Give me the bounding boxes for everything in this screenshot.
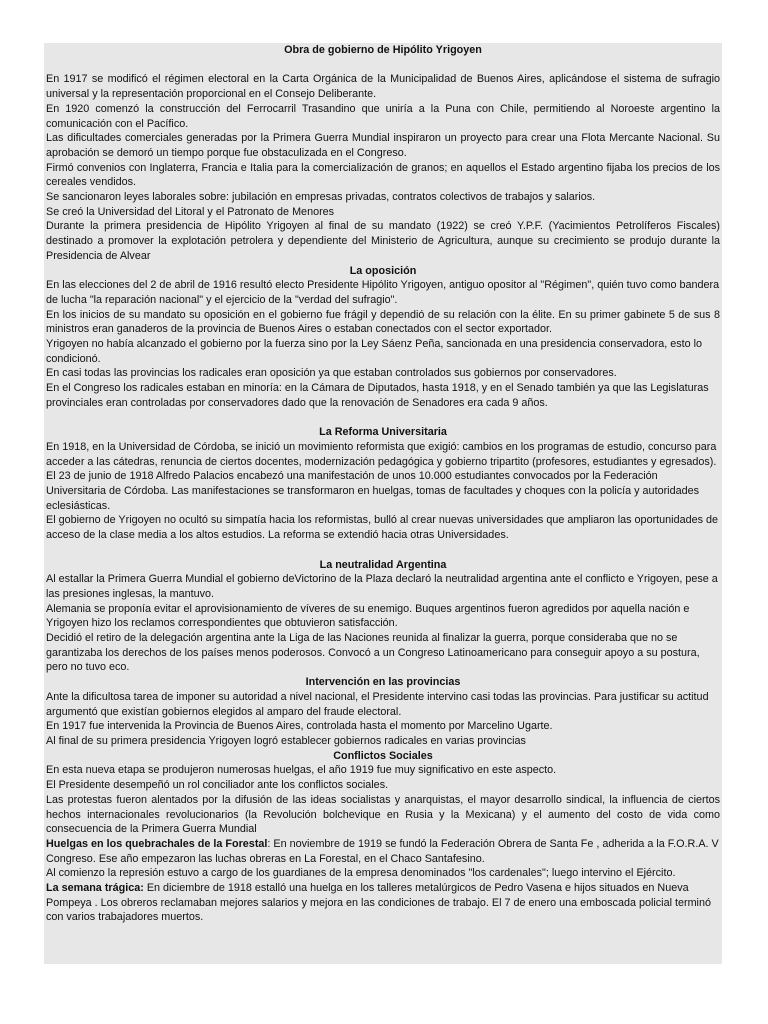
document-page [44, 43, 722, 964]
paragraph: En 1920 comenzó la construcción del Ferrocarril Trasandino que uniría a la Puna con Chile, permitiendo al Noroeste argentino la comunicación con el Pacífico. [46, 102, 720, 130]
paragraph: Al estallar la Primera Guerra Mundial el gobierno deVictorino de la Plaza declaró la neutralidad argentina ante el conflicto e Yrigoyen, pese a las presiones inglesas, la mantuvo. [46, 573, 718, 600]
paragraph: Decidió el retiro de la delegación argentina ante la Liga de las Naciones reunida al finalizar la guerra, porque consideraba que no se garantizaba los derechos de los países menos poderosos. Convocó a un Congreso Latinoamericano para conseguir apoyo a su postura, pero no tuvo eco. [46, 632, 700, 674]
paragraph: En 1918, en la Universidad de Córdoba, se inició un movimiento reformista que exigió: cambios en los programas de estudio, concurso para acceder a las cátedras, renuncia de ciertos docentes, modernización pedagógica y gobierno tripartito (profesores, estudiantes y egresados). [46, 440, 717, 468]
document-title: Obra de gobierno de Hipólito Yrigoyen [284, 44, 482, 56]
paragraph: Al comienzo la represión estuvo a cargo de los guardianes de la empresa denominados "los cardenales"; luego intervino el Ejército. [46, 867, 676, 880]
semana-label: La semana trágica: [46, 882, 144, 895]
paragraph: El gobierno de Yrigoyen no ocultó su simpatía hacia los reformistas, bulló al crear nuevas universidades que ampliaron las oportunidades de acceso de la clase media a los altos estudios. La reforma se extendió hacia otras Universidades. [46, 514, 719, 542]
paragraph: En 1917 se modificó el régimen electoral en la Carta Orgánica de la Municipalidad de Buenos Aires, aplicándose el sistema de sufragio universal y la representación proporcional en el Consejo Deliberante. [46, 73, 720, 101]
paragraph: En el Congreso los radicales estaban en minoría: en la Cámara de Diputados, hasta 1918, y en el Senado también ya que las Legislaturas provinciales eran controladas por conservadores dado que la renovación de Senadores era cada 9 años. [46, 382, 709, 409]
paragraph: En esta nueva etapa se produjeron numerosas huelgas, el año 1919 fue muy significativo en este aspecto. [46, 764, 557, 777]
paragraph: Se creó la Universidad del Litoral y el Patronato de Menores [46, 205, 335, 218]
paragraph: En casi todas las provincias los radicales eran oposición ya que estaban controlados sus gobiernos por conservadores. [46, 367, 617, 380]
paragraph: Yrigoyen no había alcanzado el gobierno por la fuerza sino por la Ley Sáenz Peña, sancionada en una presidencia conservadora, esto lo condicionó. [46, 338, 703, 365]
paragraph: Se sancionaron leyes laborales sobre: jubilación en empresas privadas, contratos colectivos de trabajos y salarios. [46, 191, 596, 204]
paragraph: Firmó convenios con Inglaterra, Francia e Italia para la comercialización de granos; en aquellos el Estado argentino fijaba los precios de los cereales vendidos. [46, 161, 720, 189]
spacer [46, 543, 720, 558]
section-heading-neutralidad: La neutralidad Argentina [319, 558, 447, 571]
forestal-label: Huelgas en los quebrachales de la Forestal [46, 837, 268, 850]
section-heading-reforma: La Reforma Universitaria [319, 426, 447, 439]
paragraph: Ante la dificultosa tarea de imponer su autoridad a nivel nacional, el Presidente intervino casi todas las provincias. Para justificar su actitud argumentó que existían gobiernos elegidos al amparo del fraude electoral. [46, 690, 709, 718]
paragraph: En las elecciones del 2 de abril de 1916 resultó electo Presidente Hipólito Yrigoyen, antiguo opositor al "Régimen", quién tuvo como bandera de lucha "la reparación nacional" y el ejercicio de la "verdad del sufragio". [46, 279, 720, 306]
section-heading-intervencion: Intervención en las provincias [305, 676, 461, 689]
paragraph: Las protestas fueron alentados por la difusión de las ideas socialistas y anarquistas, el mayor desarrollo sindical, la influencia de ciertos hechos internacionales revolucionarios (la Revolución bolchevique en Rusia y la Mexicana) y el aumento del costo de vida como consecuencia de la Primera Guerra Mundial [46, 793, 720, 836]
paragraph: Al final de su primera presidencia Yrigoyen logró establecer gobiernos radicales en varias provincias [46, 735, 526, 747]
paragraph: En los inicios de su mandato su oposición en el gobierno fue frágil y dependió de su relación con la élite. En su primer gabinete 5 de sus 8 ministros eran ganaderos de la provincia de Buenos Aires o estaban conectados con el sector exportador. [46, 308, 720, 336]
paragraph: Las dificultades comerciales generadas por la Primera Guerra Mundial inspiraron un proyecto para crear una Flota Mercante Nacional. Su aprobación se demoró un tiempo porque fue obstaculizada en el Congreso. [46, 132, 720, 159]
paragraph-semana-tragica [46, 881, 720, 925]
paragraph: El 23 de junio de 1918 Alfredo Palacios encabezó una manifestación de unos 10.000 estudiantes convocados por la Federación Universitaria de Córdoba. Las manifestaciones se transformaron en huelgas, tomas de facultades y choques con la policía y autoridades eclesiásticas. [46, 470, 699, 512]
paragraph-forestal [46, 837, 720, 866]
section-heading-conflictos: Conflictos Sociales [333, 749, 433, 762]
spacer [46, 411, 720, 426]
forestal-text: : En noviembre de 1919 se fundó la Federación Obrera de Santa Fe , adherida a la F.O.R.A. V Congreso. Ese año empezaron las luchas obreras en La Forestal, en el Chaco Santafesino. [46, 837, 719, 865]
paragraph: En 1917 fue intervenida la Provincia de Buenos Aires, controlada hasta el momento por Marcelino Ugarte. [46, 720, 553, 733]
paragraph: El Presidente desempeñó un rol conciliador ante los conflictos sociales. [46, 779, 389, 792]
section-heading-oposicion: La oposición [349, 264, 417, 277]
semana-text: En diciembre de 1918 estalló una huelga en los talleres metalúrgicos de Pedro Vasena e hijos situados en Nueva Pompeya . Los obreros reclamaban mejores salarios y mejora en las condiciones de trabajo. El 7 de enero una emboscada policial terminó con varios trabajadores muertos. [46, 882, 711, 924]
paragraph: Durante la primera presidencia de Hipólito Yrigoyen al final de su mandato (1922) se creó Y.P.F. (Yacimientos Petrolíferos Fiscales) destinado a promover la explotación petrolera y dependiente del Ministerio de Agricultura, aunque su crecimiento se produjo durante la Presidencia de Alvear [46, 220, 720, 262]
spacer [46, 58, 720, 73]
paragraph: Alemania se proponía evitar el aprovisionamiento de víveres de su enemigo. Buques argentinos fueron agredidos por aquella nación e Yrigoyen hizo los reclamos correspondientes que obtuvieron satisfacción. [46, 602, 690, 630]
